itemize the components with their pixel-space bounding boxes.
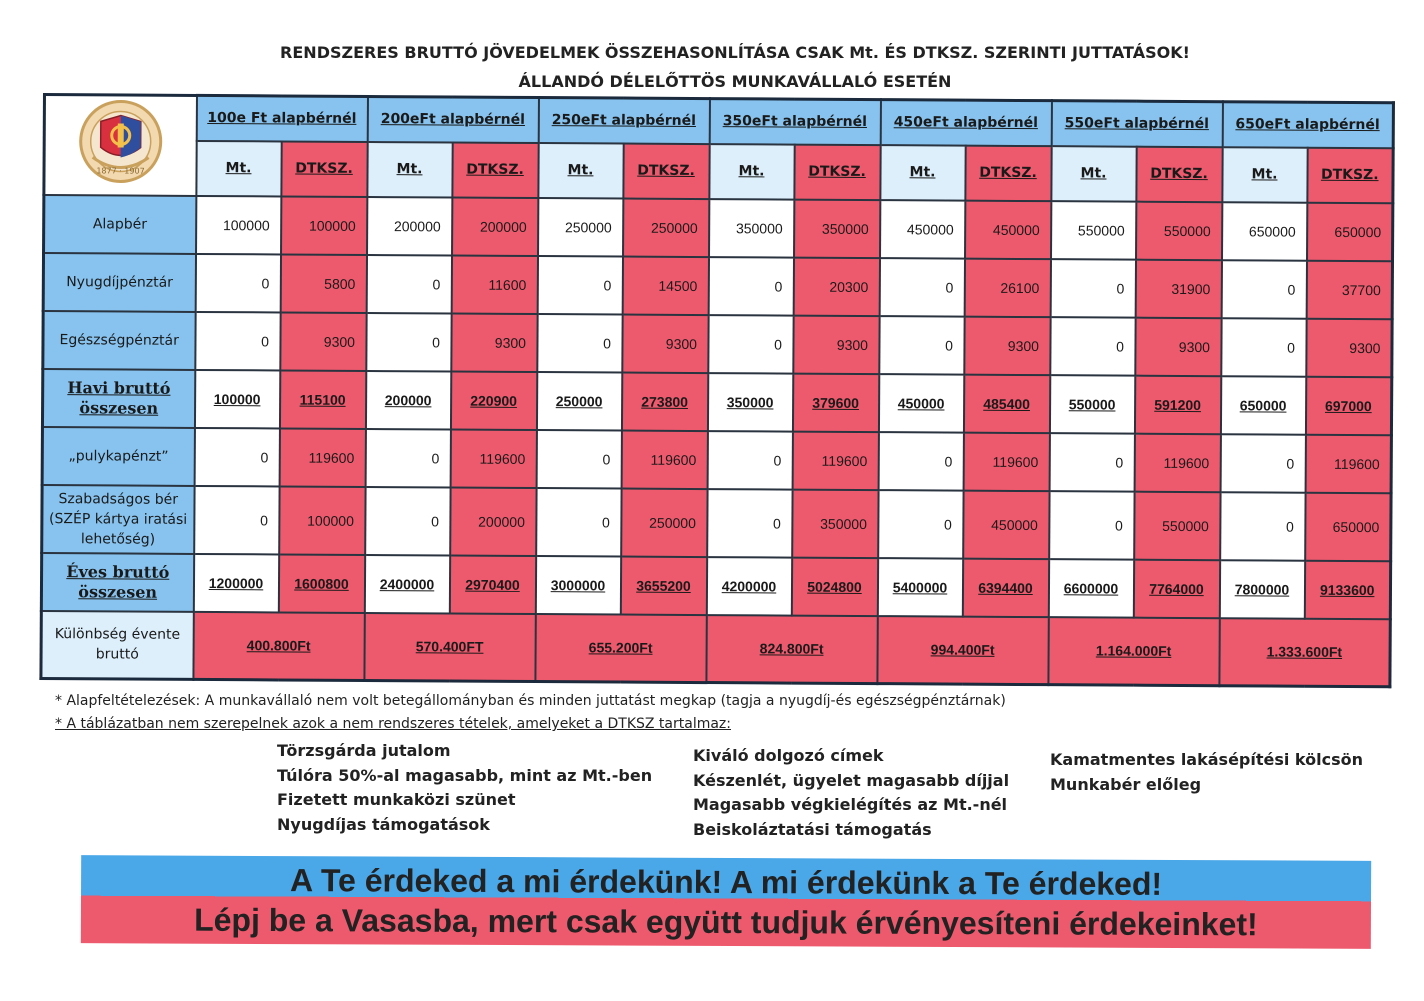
mt-value: 200000 <box>365 370 450 429</box>
group-header: 650eFt alapbérnél <box>1222 102 1393 148</box>
mt-value: 350000 <box>709 199 794 258</box>
row-label: Éves bruttó összesen <box>41 553 193 612</box>
column-header-mt: Mt. <box>1051 146 1136 202</box>
dtksz-value: 5024800 <box>791 557 877 616</box>
page-subtitle: ÁLLANDÓ DÉLELŐTTÖS MUNKAVÁLLALÓ ESETÉN <box>518 72 952 91</box>
table-row <box>42 485 1391 561</box>
dtksz-value: 1600800 <box>278 554 364 613</box>
mt-value: 100000 <box>196 195 281 254</box>
mt-value: 0 <box>1221 260 1306 319</box>
dtksz-value: 650000 <box>1307 202 1393 261</box>
mt-value: 0 <box>365 486 450 555</box>
dtksz-value: 200000 <box>450 487 536 556</box>
mt-value: 0 <box>1049 433 1134 492</box>
mt-value: 0 <box>194 485 279 554</box>
dtksz-value: 5800 <box>280 254 366 313</box>
benefit-item: Kiváló dolgozó címek <box>693 746 884 765</box>
dtksz-value: 379600 <box>792 373 878 432</box>
table-row <box>44 195 1393 261</box>
column-header-dtksz: DTKSZ. <box>1136 146 1222 202</box>
dtksz-value: 9133600 <box>1304 560 1390 619</box>
dtksz-value: 350000 <box>792 489 878 558</box>
difference-value: 400.800Ft <box>193 611 364 680</box>
mt-value: 5400000 <box>877 558 962 617</box>
mt-value: 450000 <box>880 200 965 259</box>
table-row <box>42 369 1391 435</box>
dtksz-value: 100000 <box>281 196 367 255</box>
benefit-list-1 <box>277 739 652 837</box>
mt-value: 4200000 <box>706 557 791 616</box>
column-header-mt: Mt. <box>196 140 281 196</box>
mt-value: 0 <box>1049 491 1134 560</box>
mt-value: 1200000 <box>193 553 278 612</box>
dtksz-value: 550000 <box>1134 491 1220 560</box>
mt-value: 2400000 <box>364 554 449 613</box>
difference-value: 570.400FT <box>364 612 535 681</box>
table-row <box>42 427 1391 493</box>
dtksz-value: 6394400 <box>962 558 1048 617</box>
mt-value: 0 <box>366 254 451 313</box>
mt-value: 3000000 <box>535 556 620 615</box>
dtksz-value: 9300 <box>793 315 879 374</box>
logo-years: 1877 · 1907 <box>96 166 145 176</box>
mt-value: 0 <box>536 488 621 557</box>
column-header-dtksz: DTKSZ. <box>794 144 880 200</box>
mt-value: 0 <box>537 314 622 373</box>
dtksz-value: 37700 <box>1306 260 1392 319</box>
benefit-item: Törzsgárda jutalom <box>277 741 451 760</box>
row-label: Szabadságos bér (SZÉP kártya iratási lehetőség) <box>42 485 194 554</box>
group-header: 550eFt alapbérnél <box>1051 101 1222 147</box>
mt-value: 650000 <box>1220 376 1305 435</box>
dtksz-value: 9300 <box>1306 318 1392 377</box>
mt-value: 0 <box>365 428 450 487</box>
dtksz-value: 220900 <box>450 371 536 430</box>
mt-value: 0 <box>366 312 451 371</box>
dtksz-value: 2970400 <box>449 555 535 614</box>
difference-row <box>41 610 1390 686</box>
benefit-list-2 <box>693 744 1009 842</box>
dtksz-value: 9300 <box>451 313 537 372</box>
benefit-item: Fizetett munkaközi szünet <box>277 790 516 809</box>
mt-value: 0 <box>707 489 792 558</box>
omitted-items-note: * A táblázatban nem szerepelnek azok a nem rendszeres tételek, amelyeket a DTKSZ tartalmaz: <box>55 716 731 732</box>
difference-value: 824.800Ft <box>706 615 877 684</box>
mt-value: 200000 <box>367 196 452 255</box>
dtksz-value: 550000 <box>1136 201 1222 260</box>
column-header-mt: Mt. <box>880 145 965 201</box>
dtksz-value: 3655200 <box>620 556 706 615</box>
mt-value: 350000 <box>707 373 792 432</box>
mt-value: 0 <box>1221 318 1306 377</box>
dtksz-value: 350000 <box>794 199 880 258</box>
mt-value: 0 <box>879 316 964 375</box>
dtksz-value: 450000 <box>963 490 1049 559</box>
dtksz-value: 20300 <box>793 257 879 316</box>
dtksz-value: 119600 <box>450 429 536 488</box>
mt-value: 0 <box>707 431 792 490</box>
mt-value: 0 <box>1050 259 1135 318</box>
slogan-line-2: Lépj be a Vasasba, mert csak együtt tudjuk érvényesíteni érdekeinket! <box>194 901 1258 943</box>
table-row <box>43 311 1392 377</box>
group-header: 250eFt alapbérnél <box>538 98 709 144</box>
union-emblem-icon <box>70 97 171 190</box>
mt-value: 0 <box>536 430 621 489</box>
page-title: RENDSZERES BRUTTÓ JÖVEDELMEK ÖSSZEHASONLÍTÁSA CSAK Mt. ÉS DTKSZ. SZERINTI JUTTATÁSOK! <box>280 43 1190 62</box>
mt-value: 6600000 <box>1048 559 1133 618</box>
group-header: 200eFt alapbérnél <box>367 96 538 142</box>
column-header-dtksz: DTKSZ. <box>965 145 1051 201</box>
comparison-table <box>39 93 1395 688</box>
mt-value: 0 <box>195 253 280 312</box>
mt-value: 100000 <box>194 369 279 428</box>
difference-label: Különbség évente bruttó <box>41 610 193 679</box>
group-header: 450eFt alapbérnél <box>880 100 1051 146</box>
column-header-mt: Mt. <box>709 144 794 200</box>
mt-value: 450000 <box>878 374 963 433</box>
column-header-dtksz: DTKSZ. <box>1307 147 1393 203</box>
dtksz-value: 200000 <box>452 197 538 256</box>
column-header-mt: Mt. <box>538 143 623 199</box>
dtksz-value: 119600 <box>279 428 365 487</box>
mt-value: 550000 <box>1051 201 1136 260</box>
difference-value: 994.400Ft <box>877 616 1048 685</box>
group-header: 350eFt alapbérnél <box>709 99 880 145</box>
mt-value: 0 <box>878 432 963 491</box>
benefit-item: Beiskoláztatási támogatás <box>693 819 932 839</box>
benefit-list-3 <box>1050 748 1363 797</box>
logo <box>44 95 197 196</box>
row-label: Egészségpénztár <box>43 311 195 370</box>
slogan-line-1: A Te érdeked a mi érdekünk! A mi érdekünk a Te érdeked! <box>289 862 1163 902</box>
mt-value: 0 <box>879 258 964 317</box>
dtksz-value: 650000 <box>1305 492 1391 561</box>
mt-value: 0 <box>1220 492 1305 561</box>
row-label: Alapbér <box>44 195 196 254</box>
dtksz-value: 119600 <box>1305 434 1391 493</box>
column-header-dtksz: DTKSZ. <box>452 142 538 198</box>
dtksz-value: 273800 <box>621 372 707 431</box>
mt-value: 0 <box>878 490 963 559</box>
difference-value: 1.333.600Ft <box>1219 618 1390 687</box>
mt-value: 0 <box>194 427 279 486</box>
dtksz-value: 7764000 <box>1133 559 1219 618</box>
column-header-mt: Mt. <box>367 141 452 197</box>
difference-value: 1.164.000Ft <box>1048 617 1219 686</box>
group-header: 100e Ft alapbérnél <box>196 95 367 141</box>
table-row <box>41 553 1390 619</box>
dtksz-value: 31900 <box>1135 259 1221 318</box>
benefit-item: Kamatmentes lakásépítési kölcsön <box>1050 750 1364 769</box>
table-row <box>43 253 1392 319</box>
dtksz-value: 9300 <box>280 312 366 371</box>
benefit-item: Készenlét, ügyelet magasabb díjjal <box>693 770 1010 790</box>
row-label: „pulykapénzt” <box>42 427 194 486</box>
mt-value: 0 <box>708 315 793 374</box>
dtksz-value: 119600 <box>792 431 878 490</box>
dtksz-value: 697000 <box>1305 376 1391 435</box>
dtksz-value: 119600 <box>963 432 1049 491</box>
benefit-item: Túlóra 50%-al magasabb, mint az Mt.-ben <box>277 765 653 785</box>
mt-value: 0 <box>708 257 793 316</box>
column-header-dtksz: DTKSZ. <box>623 143 709 199</box>
mt-value: 0 <box>1050 317 1135 376</box>
mt-value: 0 <box>537 256 622 315</box>
mt-value: 0 <box>1220 434 1305 493</box>
mt-value: 7800000 <box>1219 560 1304 619</box>
dtksz-value: 591200 <box>1134 375 1220 434</box>
dtksz-value: 9300 <box>964 316 1050 375</box>
mt-value: 650000 <box>1222 202 1307 261</box>
mt-value: 550000 <box>1049 375 1134 434</box>
dtksz-value: 250000 <box>621 488 707 557</box>
dtksz-value: 115100 <box>279 370 365 429</box>
benefit-item: Nyugdíjas támogatások <box>277 814 490 834</box>
dtksz-value: 485400 <box>963 374 1049 433</box>
dtksz-value: 14500 <box>622 256 708 315</box>
dtksz-value: 26100 <box>964 258 1050 317</box>
dtksz-value: 9300 <box>1135 317 1221 376</box>
dtksz-value: 119600 <box>1134 433 1220 492</box>
dtksz-value: 450000 <box>965 200 1051 259</box>
dtksz-value: 9300 <box>622 314 708 373</box>
slogan-banner <box>81 855 1371 949</box>
benefit-item: Munkabér előleg <box>1050 774 1202 794</box>
dtksz-value: 100000 <box>279 486 365 555</box>
mt-value: 250000 <box>538 198 623 257</box>
assumption-note: * Alapfeltételezések: A munkavállaló nem volt betegállományban és minden juttatást megkap (tagja a nyugdíj-és egészségpénztárnak) <box>55 693 1006 709</box>
dtksz-value: 11600 <box>451 255 537 314</box>
column-header-dtksz: DTKSZ. <box>281 141 367 197</box>
benefit-item: Magasabb végkielégítés az Mt.-nél <box>693 795 1008 814</box>
column-header-mt: Mt. <box>1222 147 1307 203</box>
dtksz-value: 119600 <box>621 430 707 489</box>
mt-value: 0 <box>195 311 280 370</box>
difference-value: 655.200Ft <box>535 614 706 683</box>
row-label: Havi bruttó összesen <box>42 369 194 428</box>
row-label: Nyugdíjpénztár <box>43 253 195 312</box>
dtksz-value: 250000 <box>623 198 709 257</box>
mt-value: 250000 <box>536 372 621 431</box>
